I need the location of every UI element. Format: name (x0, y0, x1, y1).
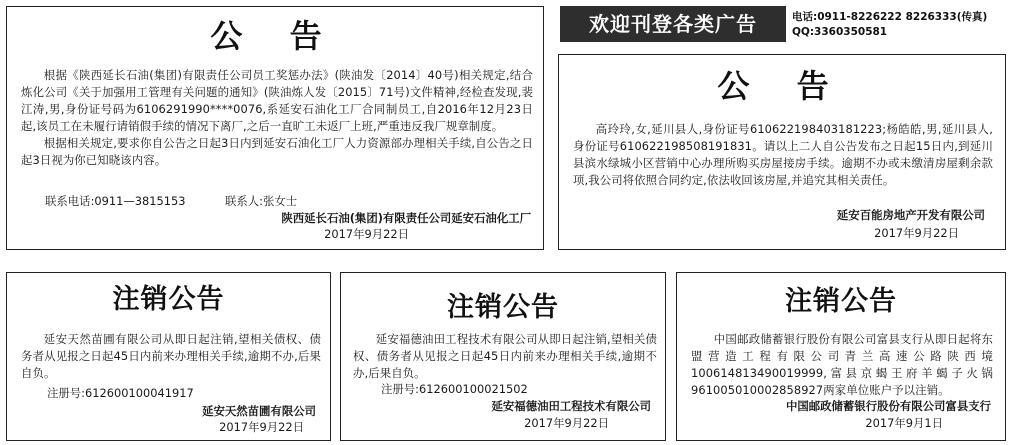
notice-body (691, 331, 993, 399)
notice-bank-account-closure (676, 272, 1006, 441)
notice-employee-dismissal (6, 6, 544, 250)
notice-paragraph: 根据相关规定,要求你自公告之日起3日内到延安石油化工厂人力资源部办理相关手续,自公告之日起3日视为你已知晓该内容。 (21, 136, 533, 167)
banner-title: 欢迎刊登各类广告 (560, 6, 786, 42)
issuer-name: 中国邮政储蓄银行股份有限公司富县支行 (785, 399, 991, 413)
contact-phone: 联系电话:0911—3815153 (45, 194, 186, 208)
notice-title: 注销公告 (447, 292, 559, 323)
notice-paragraph: 中国邮政储蓄银行股份有限公司富县支行从即日起将东盟营造工程有限公司青兰高速公路陕西境100614813490019999,富县京蝎王府羊蝎子火锅961005010002858927两家单位账户予以注销。 (691, 332, 993, 397)
notice-paragraph: 根据《陕西延长石油(集团)有限责任公司员工奖惩办法》(陕油发〔2014〕40号)相关规定,结合炼化公司《关于加强用工管理有关问题的通知》(陕油炼人发〔2015〕71号)文件精神,经检查发现,裴江涛,男,身份证号码为6106291990****0076,系延安石油化工厂合同制员工,自2016年12月23日起,该员工在未履行请销假手续的情况下离厂,之后一直旷工未返厂上班,严重违反我厂规章制度。 (21, 68, 533, 133)
notice-body (21, 67, 533, 169)
notice-title: 注销公告 (785, 286, 897, 317)
notice-title: 注销公告 (112, 284, 225, 315)
notice-deregistration-nursery (6, 272, 331, 441)
notice-paragraph: 高玲玲,女,延川县人,身份证号610622198403181223;杨皓皓,男,延川县人,身份证号610622198508191831。请以上二人自公告发布之日起15日内,到延川县滨水绿城小区营销中心办理所购买房屋接房手续。逾期不办或未缴清房屋剩余款项,我公司将依照合同约定,依法收回该房屋,并追究其相关责任。 (573, 122, 993, 187)
issue-date: 2017年9月22日 (524, 416, 609, 430)
notice-title: 公 告 (717, 67, 847, 105)
contact-person: 联系人:张女士 (225, 194, 298, 208)
issuer-name: 陕西延长石油(集团)有限责任公司延安石油化工厂 (281, 211, 531, 225)
registration-number: 注册号:612600100041917 (47, 386, 194, 400)
notice-title: 公 告 (210, 17, 340, 55)
issuer-name: 延安福德油田工程技术有限公司 (491, 399, 651, 413)
banner-qq: QQ:3360350581 (792, 26, 888, 38)
issuer-name: 延安百能房地产开发有限公司 (836, 208, 985, 222)
issue-date: 2017年9月22日 (874, 226, 959, 240)
notice-paragraph: 延安福德油田工程技术有限公司从即日起注销,望相关债权、债务者从见报之日起45日内前来办理相关手续,逾期不办,后果自负。 (353, 332, 657, 380)
issue-date: 2017年9月22日 (324, 227, 409, 241)
notice-paragraph: 延安天然苗圃有限公司从即日起注销,望相关债权、债务者从见报之日起45日内前来办理相关手续,逾期不办,后果自负。 (21, 332, 321, 380)
banner-phone: 电话:0911-8226222 8226333(传真) (792, 11, 988, 23)
notice-deregistration-oilfield (340, 272, 666, 441)
registration-number: 注册号:612600100021502 (381, 382, 528, 396)
issue-date: 2017年9月22日 (219, 420, 304, 434)
advertising-banner (560, 6, 1006, 44)
notice-body (353, 331, 657, 382)
notice-body (21, 331, 321, 382)
issuer-name: 延安天然苗圃有限公司 (202, 404, 316, 418)
notice-body (573, 121, 993, 189)
notice-property-handover (558, 54, 1006, 250)
issue-date: 2017年9月1日 (865, 416, 943, 430)
